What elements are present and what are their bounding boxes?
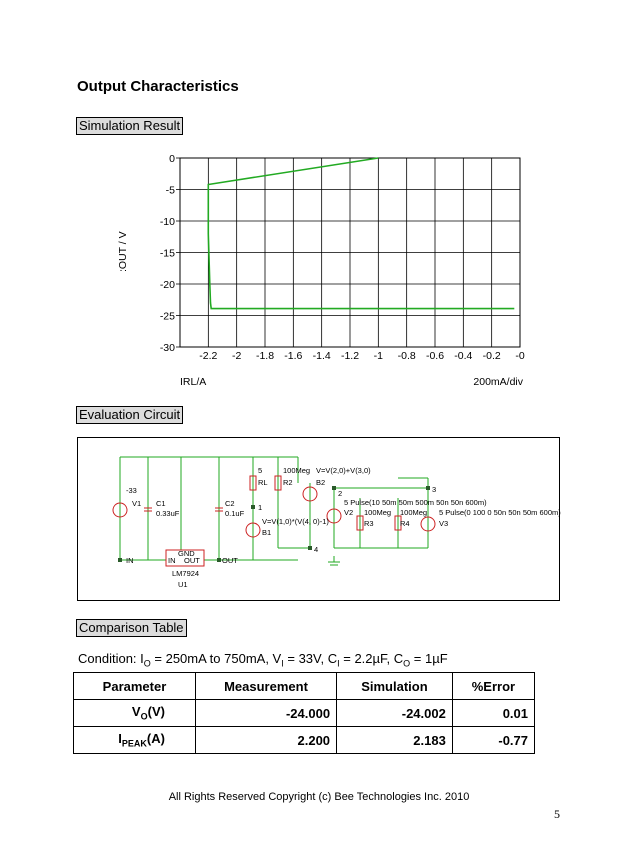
x-tick-label: -1.2 <box>340 350 360 362</box>
c1-value: 0.33uF <box>156 509 180 518</box>
y-tick-label: -10 <box>159 216 175 228</box>
copyright-footer: All Rights Reserved Copyright (c) Bee Technologies Inc. 2010 <box>168 791 470 803</box>
y-tick-label: -30 <box>159 342 175 354</box>
header-measurement: Measurement <box>195 673 336 700</box>
chart-ticks <box>160 153 525 362</box>
pin-in-label: IN <box>126 556 134 565</box>
x-tick-label: -1.4 <box>312 350 331 362</box>
x-tick-label: -1.8 <box>255 350 275 362</box>
cell-simulation: 2.183 <box>337 727 453 754</box>
page-title: Output Characteristics <box>77 78 239 95</box>
b1-label: B1 <box>262 528 272 537</box>
node-3-label: 3 <box>432 485 437 494</box>
ic-part-label: LM7924 <box>172 569 200 578</box>
b1-expression: V=V(1,0)*(V(4, 0)-1) <box>262 517 329 526</box>
r2-label: R2 <box>283 478 293 487</box>
r3-label: R3 <box>364 519 374 528</box>
x-tick-label: -0 <box>515 350 525 362</box>
v1-label: V1 <box>132 499 142 508</box>
v3-pulse: 5 Pulse(0 100 0 50n 50n 50m 600m) <box>439 508 561 517</box>
r4-value: 100Meg <box>400 508 428 517</box>
pin-out-label: OUT <box>184 556 200 565</box>
rl-label: RL <box>258 478 268 487</box>
y-tick-label: -5 <box>165 184 175 197</box>
x-tick-label: -2 <box>231 350 242 362</box>
test-condition: Condition: $I_O = 250mA$ to 750mA, $V_I = 33V$, $C_I = 2.2\mu F$, $C_O = 1\mu F$ <box>78 651 448 669</box>
chart-grid <box>180 158 520 347</box>
y-tick-label: 0 <box>169 153 175 165</box>
cell-parameter: $V_O(V)$ <box>74 700 196 727</box>
node-4-label: 4 <box>314 545 319 554</box>
c2-value: 0.1uF <box>225 509 245 518</box>
cell-parameter: $I_{PEAK}(A)$ <box>74 727 196 754</box>
x-tick-label: -0.6 <box>425 350 445 362</box>
c1-label: C1 <box>156 499 166 508</box>
cell-measurement: -24.000 <box>195 700 336 727</box>
cell-error: -0.77 <box>452 727 534 754</box>
node-1-label: 1 <box>258 503 263 512</box>
section-label-simulation-result: Simulation Result <box>76 117 183 135</box>
x-tick-label: -0.8 <box>397 350 416 362</box>
rl-value: 5 <box>258 466 263 475</box>
x-tick-label: -1 <box>373 350 384 362</box>
x-scale-note: 200mA/div <box>473 376 523 388</box>
y-tick-label: -20 <box>159 279 175 291</box>
r3-value: 100Meg <box>364 508 392 517</box>
c2-label: C2 <box>225 499 235 508</box>
ic-ref-label: U1 <box>178 580 188 589</box>
page-number: 5 <box>554 807 560 821</box>
table-header-row <box>74 673 535 700</box>
x-tick-label: -0.2 <box>482 350 501 362</box>
y-tick-label: -15 <box>159 247 175 260</box>
header-simulation: Simulation <box>337 673 453 700</box>
cell-measurement: 2.200 <box>195 727 336 754</box>
section-label-evaluation-circuit: Evaluation Circuit <box>76 406 183 424</box>
v3-label: V3 <box>439 519 449 528</box>
circuit-schematic <box>78 438 561 602</box>
x-tick-label: -1.6 <box>284 350 303 362</box>
section-label-comparison-table: Comparison Table <box>76 619 187 637</box>
evaluation-circuit-frame <box>77 437 560 601</box>
b2-label: B2 <box>316 478 326 487</box>
r4-label: R4 <box>400 519 410 528</box>
v2-label: V2 <box>344 508 354 517</box>
x-axis-label: IRL/A <box>180 376 207 388</box>
node-2-label: 2 <box>338 489 343 498</box>
pin-out2-label: OUT <box>222 556 238 565</box>
header-error: %Error <box>452 673 534 700</box>
b2-expression: V=V(2,0)+V(3,0) <box>316 466 371 475</box>
comparison-table <box>73 672 535 754</box>
series-line <box>208 158 514 309</box>
cell-simulation: -24.002 <box>337 700 453 727</box>
y-axis-label: :OUT / V <box>117 231 129 272</box>
r2-value: 100Meg <box>283 466 311 475</box>
table-row <box>74 700 535 727</box>
simulation-chart <box>0 0 638 400</box>
pin-in2-label: IN <box>168 556 176 565</box>
v1-value: -33 <box>126 486 137 495</box>
x-tick-label: -0.4 <box>454 350 473 362</box>
pin-gnd-label: GND <box>178 549 195 558</box>
x-tick-label: -2.2 <box>199 350 218 362</box>
table-row <box>74 727 535 754</box>
cell-error: 0.01 <box>452 700 534 727</box>
v2-pulse: 5 Pulse(10 50m 50m 500m 50n 50n 600m) <box>344 498 487 507</box>
header-parameter: Parameter <box>74 673 196 700</box>
y-tick-label: -25 <box>159 310 175 323</box>
